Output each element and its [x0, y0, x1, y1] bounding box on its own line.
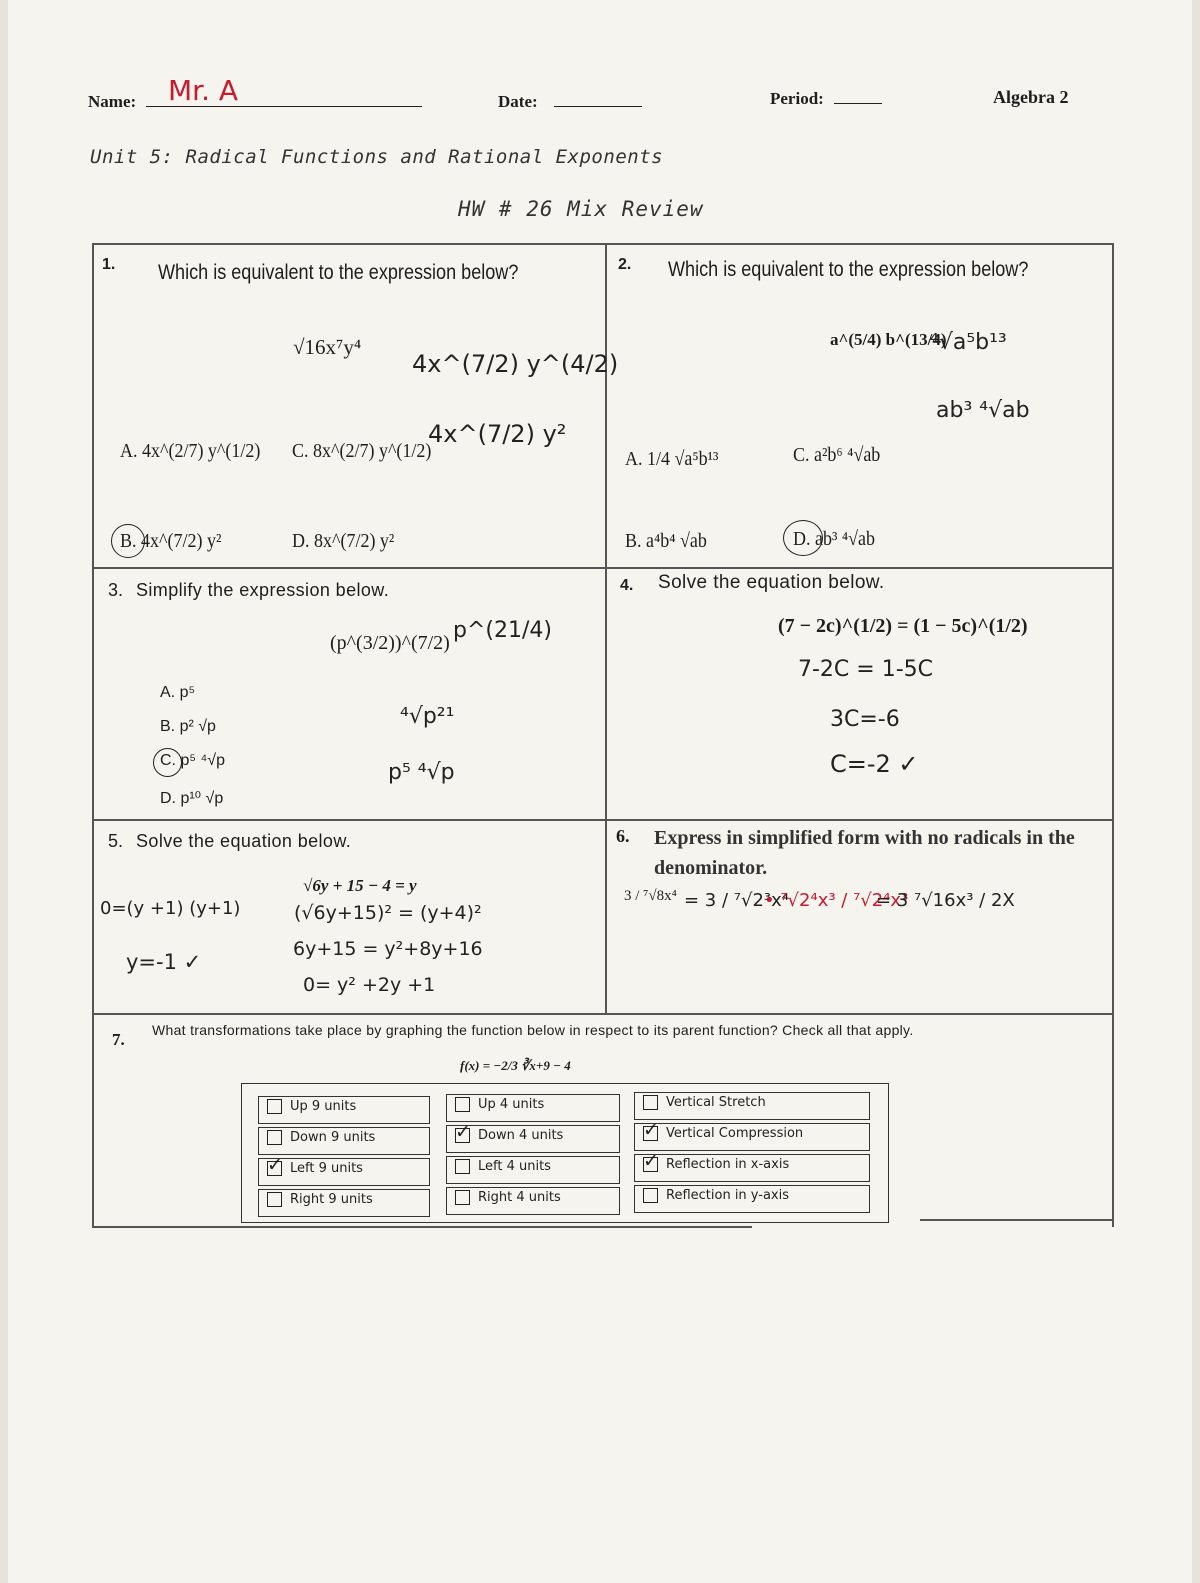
q3-number: 3.	[108, 580, 124, 600]
checkbox-checked[interactable]	[643, 1157, 658, 1172]
q6-work-1: = 3 / ⁷√2³x⁴	[684, 890, 789, 911]
q1-number: 1.	[102, 256, 116, 273]
q2-choice-a: A. 1/4 √a⁵b¹³	[625, 448, 719, 470]
grid-row-divider-2	[92, 819, 1112, 821]
date-label: Date:	[498, 92, 538, 111]
option-label: Right 4 units	[478, 1189, 561, 1205]
q7-option-right-9[interactable]	[258, 1189, 430, 1217]
q7-option-reflection-x[interactable]	[634, 1154, 870, 1182]
q4-expression: (7 − 2c)^(1/2) = (1 − 5c)^(1/2)	[778, 615, 1028, 637]
q4-work-1: 7-2C = 1-5C	[798, 657, 934, 682]
q5-work-3: 0= y² +2y +1	[303, 974, 436, 996]
q7-option-down-4[interactable]	[446, 1125, 620, 1153]
q5-prompt: Solve the equation below.	[136, 831, 352, 851]
q7-option-reflection-y[interactable]	[634, 1185, 870, 1213]
q2-choice-c: C. a²b⁶ ⁴√ab	[793, 444, 881, 466]
period-label: Period:	[770, 89, 824, 108]
q7-option-up-4[interactable]	[446, 1094, 620, 1122]
option-label: Reflection in y-axis	[666, 1187, 789, 1203]
q1-prompt: Which is equivalent to the expression below?	[158, 261, 519, 284]
checkbox[interactable]	[267, 1130, 282, 1145]
name-label: Name:	[88, 92, 137, 111]
q3-choice-c: C. p⁵ ⁴√p	[160, 752, 225, 769]
q7-function: f(x) = −2/3 ∛x+9 − 4	[460, 1058, 571, 1073]
option-label: Left 4 units	[478, 1158, 551, 1174]
q2-expression: a^(5/4) b^(13/4)	[830, 330, 947, 349]
q2-prompt: Which is equivalent to the expression below?	[668, 258, 1029, 281]
q1-selected-circle	[111, 524, 145, 558]
q3-choice-a: A. p⁵	[160, 684, 196, 701]
option-label: Vertical Compression	[666, 1125, 804, 1141]
q2-work-1: ⁴√a⁵b¹³	[930, 330, 1007, 355]
q3-selected-circle	[153, 748, 182, 777]
q7-option-vertical-stretch[interactable]	[634, 1092, 870, 1120]
q7-option-down-9[interactable]	[258, 1127, 430, 1155]
checkbox[interactable]	[267, 1099, 282, 1114]
unit-title: Unit 5: Radical Functions and Rational Exponents	[90, 146, 664, 168]
q2-choice-b: B. a⁴b⁴ √ab	[625, 530, 707, 552]
q3-choice-d: D. p¹⁰ √p	[160, 790, 224, 807]
checkbox[interactable]	[455, 1159, 470, 1174]
hw-title: HW # 26 Mix Review	[458, 197, 704, 221]
q3-work-1: p^(21/4)	[453, 618, 552, 643]
q7-prompt: What transformations take place by graphing the function below in respect to its parent function? Check all that apply.	[152, 1022, 914, 1038]
checkbox[interactable]	[455, 1190, 470, 1205]
q4-work-2: 3C=-6	[830, 707, 900, 732]
q4-number: 4.	[620, 577, 634, 594]
q6-prompt: Express in simplified form with no radicals in the denominator.	[654, 827, 1075, 879]
q1-choice-b: B. 4x^(7/2) y²	[120, 530, 222, 552]
q5-work-2: 6y+15 = y²+8y+16	[293, 938, 483, 960]
q5-number: 5.	[108, 831, 124, 851]
q5-work-4: 0=(y +1) (y+1)	[100, 898, 241, 919]
name-value: Mr. A	[168, 74, 239, 107]
q1-choice-a: A. 4x^(2/7) y^(1/2)	[120, 440, 261, 462]
checkbox-checked[interactable]	[643, 1126, 658, 1141]
checkbox[interactable]	[643, 1095, 658, 1110]
q7-option-left-9[interactable]	[258, 1158, 430, 1186]
option-label: Left 9 units	[290, 1160, 363, 1176]
q3-work-2: ⁴√p²¹	[400, 704, 455, 729]
q2-number: 2.	[618, 256, 632, 273]
q1-work-2: 4x^(7/2) y²	[428, 420, 567, 448]
option-label: Down 9 units	[290, 1129, 376, 1145]
q6-work-3: = 3 ⁷√16x³ / 2X	[876, 890, 1015, 911]
q6-expression: 3 / ⁷√8x⁴	[624, 888, 677, 904]
course-label: Algebra 2	[993, 87, 1069, 107]
q1-work-1: 4x^(7/2) y^(4/2)	[412, 350, 619, 378]
q2-selected-circle	[783, 520, 823, 556]
q1-choice-c: C. 8x^(2/7) y^(1/2)	[292, 440, 432, 462]
q7-option-right-4[interactable]	[446, 1187, 620, 1215]
problem-grid	[92, 243, 1114, 1227]
q5-work-1: (√6y+15)² = (y+4)²	[294, 902, 482, 924]
date-line	[554, 106, 642, 107]
q4-prompt: Solve the equation below.	[658, 572, 885, 593]
q3-work-3: p⁵ ⁴√p	[388, 760, 455, 785]
option-label: Up 9 units	[290, 1098, 357, 1114]
option-label: Vertical Stretch	[666, 1094, 766, 1110]
option-label: Up 4 units	[478, 1096, 545, 1112]
checkbox[interactable]	[455, 1097, 470, 1112]
period-line	[834, 103, 882, 104]
checkbox[interactable]	[643, 1188, 658, 1203]
q2-choice-d: D. ab³ ⁴√ab	[793, 528, 876, 550]
option-label: Down 4 units	[478, 1127, 564, 1143]
q3-expression: (p^(3/2))^(7/2)	[330, 632, 450, 654]
grid-bottom-right	[920, 1219, 1112, 1221]
checkbox-checked[interactable]	[455, 1128, 470, 1143]
q7-number: 7.	[112, 1030, 125, 1049]
grid-bottom-left	[92, 1226, 752, 1228]
q2-work-2: ab³ ⁴√ab	[936, 398, 1030, 423]
q1-expression: √16x⁷y⁴	[293, 335, 362, 359]
q3-prompt: Simplify the expression below.	[136, 580, 390, 600]
q7-option-up-9[interactable]	[258, 1096, 430, 1124]
q6-work-2: • ⁷√2⁴x³ / ⁷√2⁴x³	[764, 890, 909, 911]
q5-work-5: y=-1 ✓	[126, 950, 202, 974]
worksheet-page	[8, 0, 1192, 1583]
q5-expression: √6y + 15 − 4 = y	[303, 876, 417, 895]
q4-work-3: C=-2 ✓	[830, 750, 919, 778]
q6-number: 6.	[616, 826, 630, 846]
q1-choice-d: D. 8x^(7/2) y²	[292, 530, 395, 552]
option-label: Reflection in x-axis	[666, 1156, 790, 1172]
grid-row-divider-3	[92, 1013, 1112, 1015]
q7-option-left-4[interactable]	[446, 1156, 620, 1184]
q3-choice-b: B. p² √p	[160, 718, 216, 735]
q7-option-vertical-compression[interactable]	[634, 1123, 870, 1151]
checkbox[interactable]	[267, 1192, 282, 1207]
grid-row-divider-1	[92, 567, 1112, 569]
option-label: Right 9 units	[290, 1191, 373, 1207]
checkbox-checked[interactable]	[267, 1161, 282, 1176]
